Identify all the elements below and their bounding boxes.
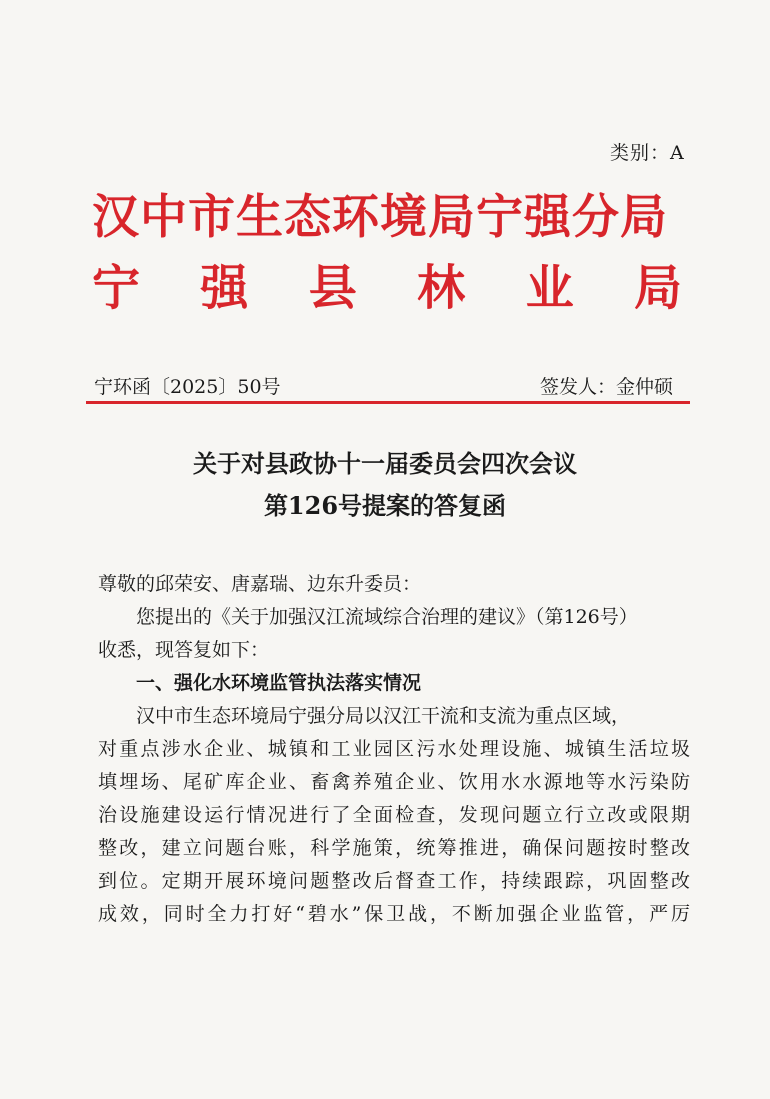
intro-line: 收悉，现答复如下：: [98, 639, 270, 661]
org-char: 局: [633, 260, 682, 316]
document-title-line1: 关于对县政协十一届委员会四次会议: [193, 449, 577, 478]
document-number: 宁环函〔2025〕50号: [94, 376, 281, 398]
issuing-org-line2: [92, 260, 682, 316]
signer: 签发人：金仲硕: [540, 376, 674, 398]
org-char: 林: [417, 260, 466, 316]
intro-line: 您提出的《关于加强汉江流域综合治理的建议》（第126号）: [136, 606, 638, 628]
paragraph-line: 到位。定期开展环境问题整改后督查工作，持续跟踪，巩固整改: [98, 870, 690, 892]
org-char: 强: [200, 260, 249, 316]
paragraph-line: 填埋场、尾矿库企业、畜禽养殖企业、饮用水水源地等水污染防: [98, 771, 690, 793]
issuing-org-line1: 汉中市生态环境局宁强分局: [92, 190, 668, 245]
paragraph-line: 治设施建设运行情况进行了全面检查，发现问题立行立改或限期: [98, 804, 690, 826]
paragraph-line: 汉中市生态环境局宁强分局以汉江干流和支流为重点区域，: [136, 705, 631, 727]
document-body: [98, 568, 690, 931]
paragraph-line: 对重点涉水企业、城镇和工业园区污水处理设施、城镇生活垃圾: [98, 738, 690, 760]
org-char: 宁: [92, 260, 141, 316]
org-char: 县: [308, 260, 357, 316]
document-title-line2: 第126号提案的答复函: [263, 491, 507, 520]
salutation: 尊敬的邱荣安、唐嘉瑞、边东升委员：: [98, 573, 422, 595]
paragraph-line: 成效，同时全力打好“碧水”保卫战，不断加强企业监管，严厉: [98, 903, 690, 925]
red-divider: [86, 401, 690, 404]
org-char: 业: [525, 260, 574, 316]
paragraph-line: 整改，建立问题台账，科学施策，统筹推进，确保问题按时整改: [98, 837, 690, 859]
category-label: 类别：A: [610, 142, 685, 164]
section-heading: 一、强化水环境监管执法落实情况: [136, 672, 422, 694]
